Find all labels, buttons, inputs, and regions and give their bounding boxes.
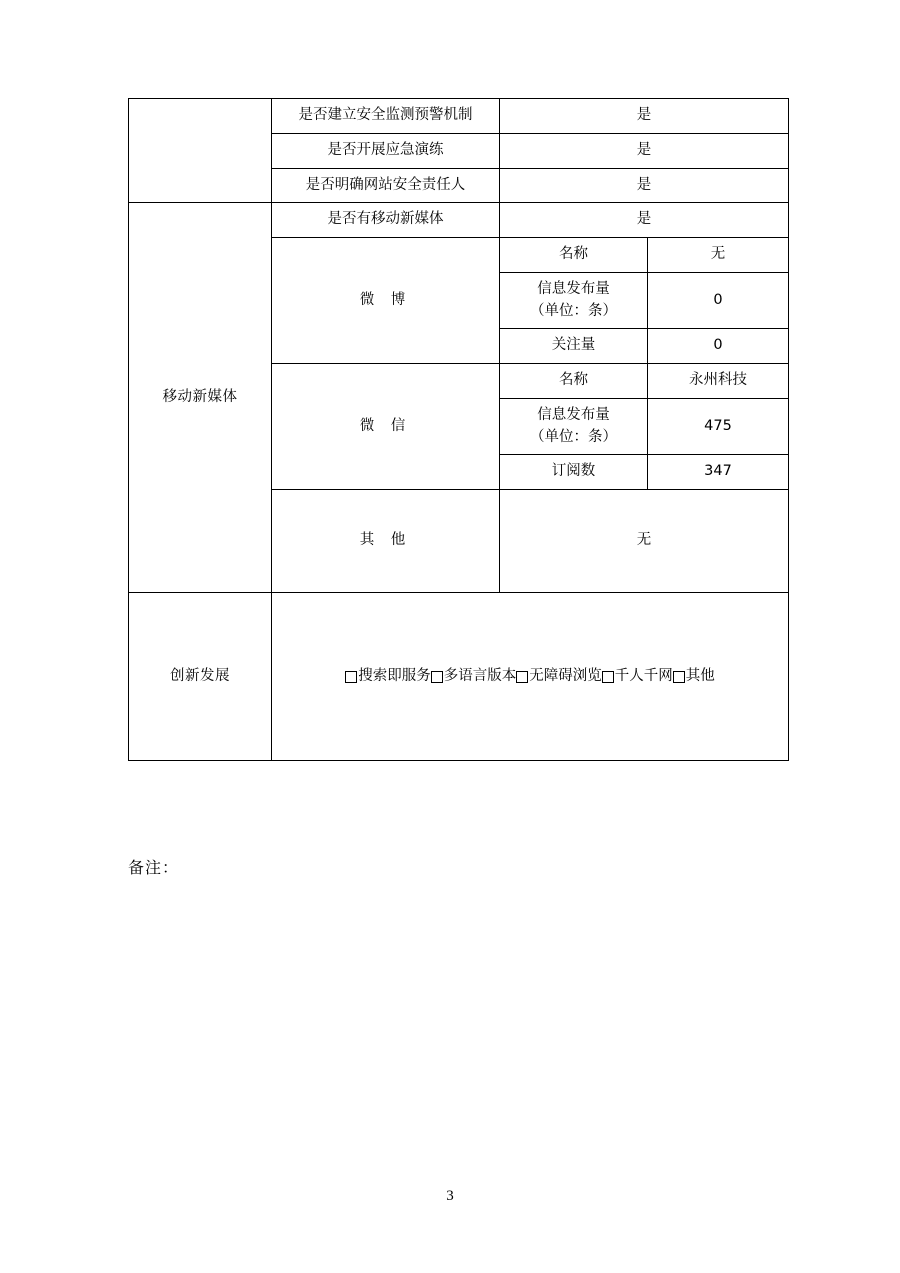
security-row-value-2: 是 <box>500 168 789 203</box>
security-row-value-0: 是 <box>500 99 789 134</box>
table-row <box>129 99 789 134</box>
weibo-label: 微 博 <box>272 238 500 364</box>
innovation-option-2-label: 无障碍浏览 <box>529 667 602 684</box>
weibo-followers-value: 0 <box>648 329 789 364</box>
innovation-option-1-label: 多语言版本 <box>443 667 517 684</box>
table-row <box>129 593 789 761</box>
weibo-publish-value: 0 <box>648 272 789 329</box>
weixin-subscribers-value: 347 <box>648 455 789 490</box>
innovation-option-1[interactable] <box>431 666 517 688</box>
other-media-label: 其 他 <box>272 490 500 593</box>
weibo-publish-key <box>500 272 648 329</box>
checkbox-icon[interactable] <box>602 671 614 683</box>
has-mobile-media-value: 是 <box>500 203 789 238</box>
security-row-label-1: 是否开展应急演练 <box>272 133 500 168</box>
innovation-option-0-label: 搜索即服务 <box>358 667 431 684</box>
innovation-option-4-label: 其他 <box>685 667 715 684</box>
weixin-publish-key-line2: （单位：条） <box>530 428 617 445</box>
innovation-label: 创新发展 <box>129 593 272 761</box>
innovation-option-4[interactable] <box>673 666 715 688</box>
mobile-media-section-label: 移动新媒体 <box>129 203 272 593</box>
weibo-name-value: 无 <box>648 238 789 273</box>
checkbox-icon[interactable] <box>345 671 357 683</box>
weibo-name-key: 名称 <box>500 238 648 273</box>
weixin-publish-key <box>500 398 648 455</box>
innovation-option-3-label: 千人千网 <box>614 667 673 684</box>
weixin-subscribers-key: 订阅数 <box>500 455 648 490</box>
weixin-name-key: 名称 <box>500 364 648 399</box>
weixin-label: 微 信 <box>272 364 500 490</box>
checkbox-icon[interactable] <box>516 671 528 683</box>
remark-label: 备注： <box>128 858 180 877</box>
weixin-publish-key-line1: 信息发布量 <box>537 406 610 423</box>
security-row-label-0-text: 是否建立安全监测预警机制 <box>298 107 473 123</box>
security-row-label-0 <box>272 99 500 134</box>
weibo-followers-key: 关注量 <box>500 329 648 364</box>
other-media-value: 无 <box>500 490 789 593</box>
innovation-option-2[interactable] <box>516 666 602 688</box>
security-row-label-2: 是否明确网站安全责任人 <box>272 168 500 203</box>
page-number: 3 <box>446 1188 454 1204</box>
security-section-label <box>129 99 272 203</box>
innovation-options-cell <box>272 593 789 761</box>
checkbox-icon[interactable] <box>673 671 685 683</box>
weibo-publish-key-line2: （单位：条） <box>530 302 617 319</box>
innovation-checkbox-row <box>276 666 784 688</box>
security-row-value-1: 是 <box>500 133 789 168</box>
checkbox-icon[interactable] <box>431 671 443 683</box>
annual-report-table <box>128 98 789 761</box>
weixin-publish-value: 475 <box>648 398 789 455</box>
weibo-publish-key-line1: 信息发布量 <box>537 280 610 297</box>
has-mobile-media-label: 是否有移动新媒体 <box>272 203 500 238</box>
table-row <box>129 203 789 238</box>
innovation-option-0[interactable] <box>345 666 431 688</box>
innovation-option-3[interactable] <box>602 666 673 688</box>
weixin-name-value: 永州科技 <box>648 364 789 399</box>
